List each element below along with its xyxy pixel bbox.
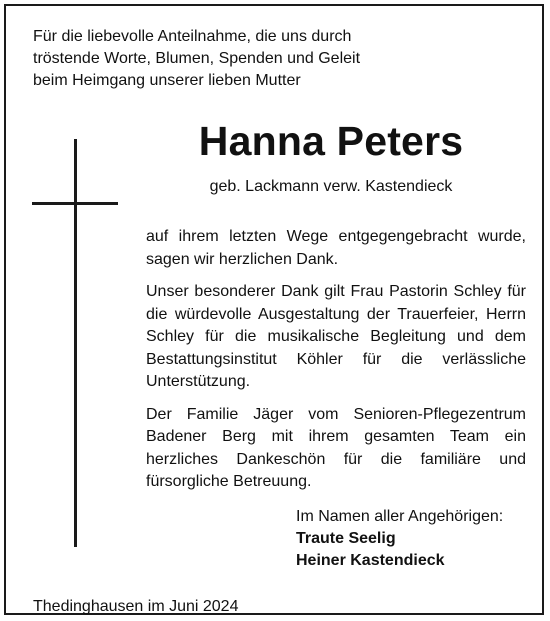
notice-frame <box>4 4 544 615</box>
signatory-name: Traute Seelig <box>296 530 396 547</box>
thanks-paragraph: Der Familie Jäger vom Senioren-Pflegezentrum Badener Berg mit ihrem gesamten Team ein herzliches Dankeschön für die familiäre und fürsorgliche Betreuung. <box>146 405 526 490</box>
signatory-name: Heiner Kastendieck <box>296 552 445 569</box>
cross-vertical-bar <box>74 139 77 547</box>
thanks-paragraph: auf ihrem letzten Wege entgegengebracht wurde, sagen wir herzlichen Dank. <box>146 228 526 268</box>
deceased-name: Hanna Peters <box>198 118 464 164</box>
cross-icon <box>32 139 118 547</box>
place-date: Thedinghausen im Juni 2024 <box>33 598 239 615</box>
thanks-paragraph: Unser besonderer Dank gilt Frau Pastorin Schley für die würdevolle Ausgestaltung der Trauerfeier, Herrn Schley für die musikalische Begleitung und dem Bestattungsinstitut Köhler für die verlässliche Unterstützung. <box>146 283 526 390</box>
intro-text <box>33 26 393 92</box>
cross-horizontal-bar <box>32 202 118 205</box>
intro-line: Für die liebevolle Anteilnahme, die uns durch <box>33 28 352 45</box>
thanks-text <box>146 226 526 504</box>
intro-line: tröstende Worte, Blumen, Spenden und Geleit <box>33 50 361 67</box>
signature-line: Im Namen aller Angehörigen: <box>296 508 504 525</box>
birth-name: geb. Lackmann verw. Kastendieck <box>209 178 453 195</box>
intro-line: beim Heimgang unserer lieben Mutter <box>33 72 301 89</box>
signature-block <box>296 506 536 572</box>
